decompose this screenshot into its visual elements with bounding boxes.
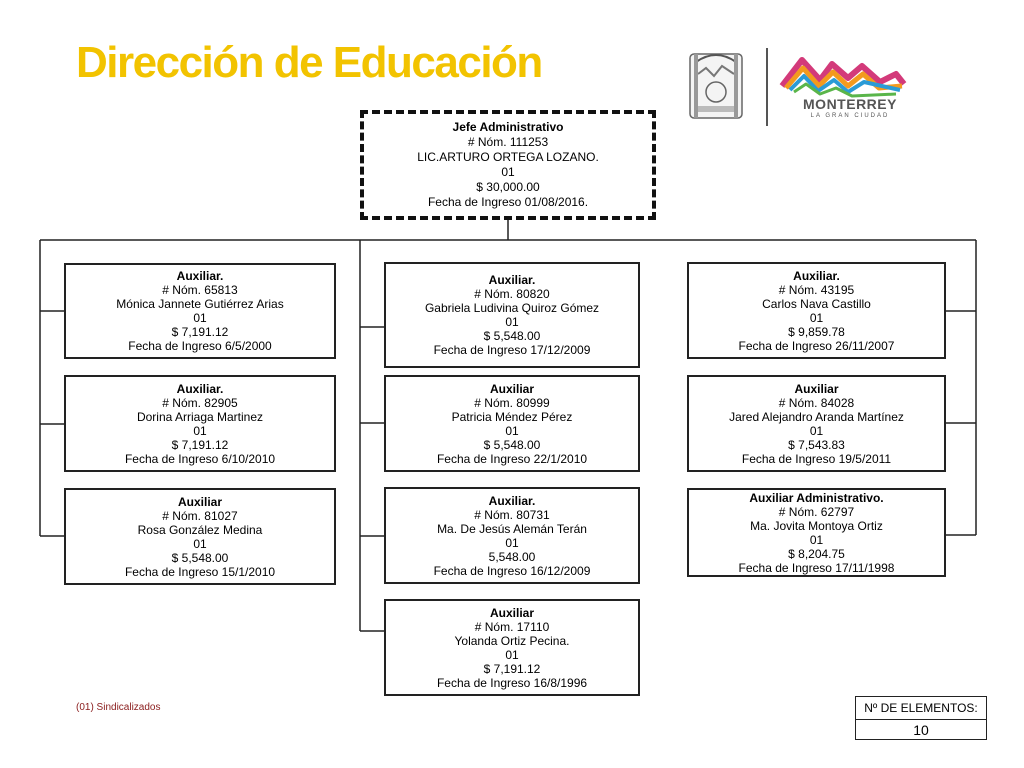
element-count-label: Nº DE ELEMENTOS: [856,697,986,720]
chief-box [360,110,656,220]
staff-name: Dorina Arriaga Martinez [136,409,264,424]
staff-hire-date: Fecha de Ingreso 16/12/2009 [433,563,591,578]
staff-name: Rosa González Medina [137,522,263,537]
brand-name: MONTERREY [803,96,897,112]
staff-hire-date: Fecha de Ingreso 19/5/2011 [741,451,892,466]
staff-name: Yolanda Ortiz Pecina. [454,633,570,648]
staff-box [687,262,946,359]
staff-salary: $ 9,859.78 [788,324,845,339]
staff-position: Auxiliar [794,381,839,396]
chief-payroll-number: # Nóm. 111253 [467,135,549,149]
staff-box [687,375,946,472]
staff-box [384,487,640,584]
staff-box [64,375,336,472]
page-title: Dirección de Educación [76,38,542,87]
chief-position: Jefe Administrativo [452,120,564,134]
staff-code: 01 [193,423,207,438]
staff-box [687,488,946,577]
staff-salary: $ 5,548.00 [483,329,541,343]
staff-hire-date: Fecha de Ingreso 15/1/2010 [124,564,276,579]
staff-salary: 5,548.00 [488,549,536,564]
staff-payroll-number: # Nóm. 43195 [778,282,855,297]
staff-name: Ma. De Jesús Alemán Terán [437,521,587,536]
staff-name: Mónica Jannete Gutiérrez Arias [116,297,284,311]
staff-position: Auxiliar Administrativo. [749,490,884,505]
staff-position: Auxiliar. [176,381,224,396]
staff-position: Auxiliar. [176,269,224,283]
staff-hire-date: Fecha de Ingreso 22/1/2010 [436,451,588,466]
staff-position: Auxiliar. [488,273,536,287]
staff-payroll-number: # Nóm. 62797 [778,504,855,519]
chief-salary: $ 30,000.00 [476,180,540,194]
staff-code: 01 [193,311,207,325]
staff-position: Auxiliar [489,605,534,620]
staff-salary: $ 7,191.12 [171,437,229,452]
staff-salary: $ 5,548.00 [171,550,229,565]
staff-hire-date: Fecha de Ingreso 26/11/2007 [738,338,895,353]
staff-payroll-number: # Nóm. 65813 [162,283,238,297]
staff-hire-date: Fecha de Ingreso 17/11/1998 [738,560,895,575]
staff-code: 01 [505,647,519,662]
staff-code: 01 [505,315,519,329]
staff-name: Gabriela Ludivina Quiroz Gómez [424,301,600,315]
staff-hire-date: Fecha de Ingreso 17/12/2009 [433,343,591,357]
staff-box [64,263,336,359]
staff-payroll-number: # Nóm. 80999 [474,395,550,410]
footnote: (01) Sindicalizados [76,702,161,713]
element-count-value: 10 [913,722,929,738]
staff-payroll-number: # Nóm. 17110 [474,619,550,634]
staff-name: Ma. Jovita Montoya Ortiz [750,518,883,533]
staff-hire-date: Fecha de Ingreso 6/5/2000 [128,339,272,353]
staff-box [384,599,640,696]
staff-salary: $ 7,543.83 [788,437,845,452]
staff-position: Auxiliar. [488,493,536,508]
element-count-box [855,696,987,740]
staff-salary: $ 5,548.00 [483,437,541,452]
staff-position: Auxiliar [177,494,222,509]
chief-hire-date: Fecha de Ingreso 01/08/2016. [427,195,589,209]
staff-code: 01 [809,310,824,325]
staff-position: Auxiliar. [793,268,840,283]
staff-salary: $ 7,191.12 [171,325,229,339]
staff-payroll-number: # Nóm. 80820 [474,287,550,301]
staff-payroll-number: # Nóm. 80731 [474,507,550,522]
staff-salary: $ 7,191.12 [483,661,541,676]
staff-name: Carlos Nava Castillo [762,296,871,311]
staff-payroll-number: # Nóm. 84028 [778,395,855,410]
staff-hire-date: Fecha de Ingreso 6/10/2010 [124,451,276,466]
staff-position: Auxiliar [489,381,534,396]
staff-code: 01 [809,423,824,438]
staff-code: 01 [809,532,824,547]
staff-name: Jared Alejandro Aranda Martínez [729,409,904,424]
staff-code: 01 [193,536,207,551]
staff-payroll-number: # Nóm. 81027 [162,508,238,523]
chief-name: LIC.ARTURO ORTEGA LOZANO. [417,150,599,164]
brand-tagline: LA GRAN CIUDAD [810,113,890,119]
chief-code: 01 [501,165,515,179]
staff-hire-date: Fecha de Ingreso 16/8/1996 [436,675,588,690]
staff-code: 01 [505,535,519,550]
staff-payroll-number: # Nóm. 82905 [162,395,238,410]
staff-box [64,488,336,585]
staff-box [384,262,640,368]
staff-name: Patricia Méndez Pérez [451,409,573,424]
staff-code: 01 [505,423,519,438]
staff-salary: $ 8,204.75 [788,546,845,561]
staff-box [384,375,640,472]
